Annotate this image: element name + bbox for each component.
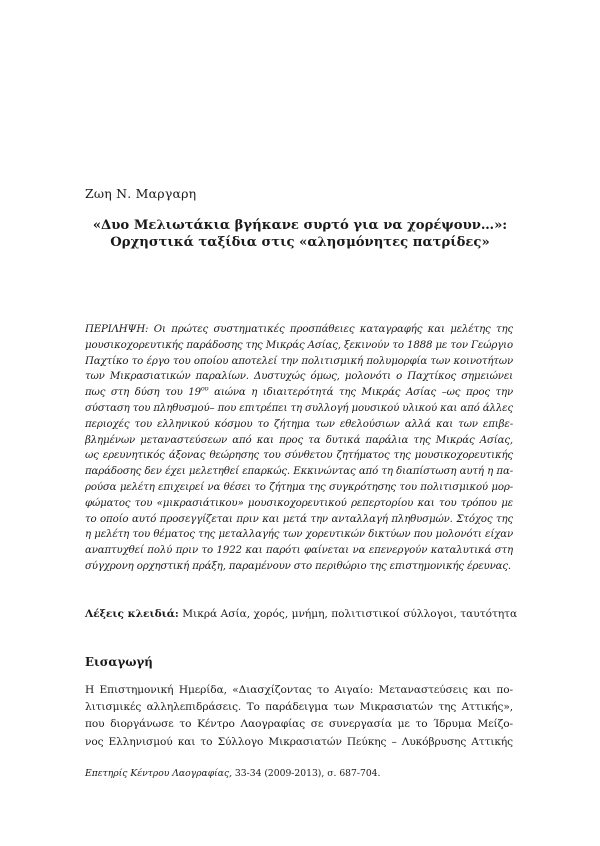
title-line-2: Ορχηστικά ταξίδια στις «αλησμόνητες πατρίδες» bbox=[110, 235, 490, 250]
abstract-line: αναπτυχθεί πολύ πριν το 1922 και παρότι φαίνεται να επενεργούν καταλυτικά στη bbox=[85, 545, 513, 557]
abstract-line: σύγχρονη ορχηστική πράξη, παραμένουν στο περιθώριο της επιστημονικής έρευνας. bbox=[85, 560, 512, 572]
intro-line: λιτισμικές αλληλεπιδράσεις. Το παράδειγμα των Μικρασιατών της Αττικής», bbox=[85, 701, 513, 714]
journal-name: Επετηρίς Κέντρου Λαογραφίας, bbox=[85, 768, 233, 779]
abstract-line: πως στη δύση του $19^{o\upsilon}$ αιώνα η ιδιαιτερότητά της Μικράς Ασίας –ως προς την bbox=[85, 385, 513, 399]
abstract-line: των Μικρασιατικών παραλίων. Δυστυχώς όμως, μολονότι ο Παχτίκος σημειώνει bbox=[85, 371, 513, 383]
abstract-line: ΠΕΡΙΛΗΨΗ: Οι πρώτες συστηματικές προσπάθειες καταγραφής και μελέτης της bbox=[85, 324, 513, 335]
abstract-line: ρούσα μελέτη επιχειρεί να θέσει το ζήτημα της συγκρότησης του πολιτισμικού μορ- bbox=[85, 481, 513, 493]
section-heading: Εισαγωγή bbox=[85, 655, 153, 669]
article-title bbox=[90, 217, 510, 251]
abstract-line: ως ερευνητικός άξονας θεώρησης του σύνθετου ζητήματος της μουσικοχορευτικής bbox=[85, 450, 513, 462]
abstract-line: περιοχές του ελληνικού κόσμου το ζήτημα των εθελούσιων αλλά και των επιβε- bbox=[85, 418, 513, 430]
keywords-label: Λέξεις κλειδιά: bbox=[85, 608, 179, 620]
superscript: ου bbox=[200, 385, 209, 393]
intro-line: νος Ελληνισμού και το Σύλλογο Μικρασιατών Πεύκης – Λυκόβρυσης Αττικής bbox=[85, 735, 513, 748]
intro-paragraph bbox=[85, 682, 513, 751]
abstract-line: η μελέτη του θέματος της μεταλλαγής των χορευτικών δικτύων που μολονότι είχαν bbox=[85, 529, 513, 541]
abstract-line: φώματος του «μικρασιάτικου» μουσικοχορευτικού ρεπερτορίου και του τρόπου με bbox=[85, 497, 513, 509]
citation-details: 33-34 (2009-2013), σ. 687-704. bbox=[232, 768, 381, 779]
abstract bbox=[85, 322, 513, 575]
keywords bbox=[85, 608, 517, 620]
abstract-line: μουσικοχορευτικής παράδοσης της Μικράς Ασίας, ξεκινούν το 1888 με τον Γεώργιο bbox=[85, 339, 513, 351]
author-name: Ζωη Ν. Μαργαρη bbox=[85, 186, 197, 201]
abstract-line: παράδοσης δεν έχει μελετηθεί επαρκώς. Εκκινώντας από τη διαπίστωση αυτή η πα- bbox=[85, 466, 513, 478]
intro-line: που διοργάνωσε το Κέντρο Λαογραφίας σε συνεργασία με το Ίδρυμα Μείζο- bbox=[85, 718, 513, 731]
abstract-line: το οποίο αυτό προσεγγίζεται πριν και μετά την ανταλλαγή πληθυσμών. Στόχος της bbox=[85, 513, 513, 525]
abstract-line: Παχτίκο το έργο του οποίου αποτελεί την πολιτισμική πολυμορφία των κοινοτήτων bbox=[85, 355, 513, 367]
intro-line: Η Επιστημονική Ημερίδα, «Διασχίζοντας το Αιγαίο: Μεταναστεύσεις και πο- bbox=[85, 684, 513, 696]
keywords-text: Μικρά Ασία, χορός, μνήμη, πολιτιστικοί σύλλογοι, ταυτότητα bbox=[178, 608, 518, 620]
citation-footer bbox=[85, 768, 380, 779]
abstract-line: βλημένων μεταναστεύσεων από και προς τα δυτικά παράλια της Μικράς Ασίας, bbox=[85, 434, 513, 446]
abstract-label: ΠΕΡΙΛΗΨΗ: bbox=[85, 324, 149, 335]
abstract-line: σύσταση του πληθυσμού– που επιτρέπει τη συλλογή μουσικού υλικού και από άλλες bbox=[85, 402, 513, 414]
title-line-1: «Δυο Μελιωτάκια βγήκανε συρτό για να χορέψουν…»: bbox=[92, 218, 508, 233]
